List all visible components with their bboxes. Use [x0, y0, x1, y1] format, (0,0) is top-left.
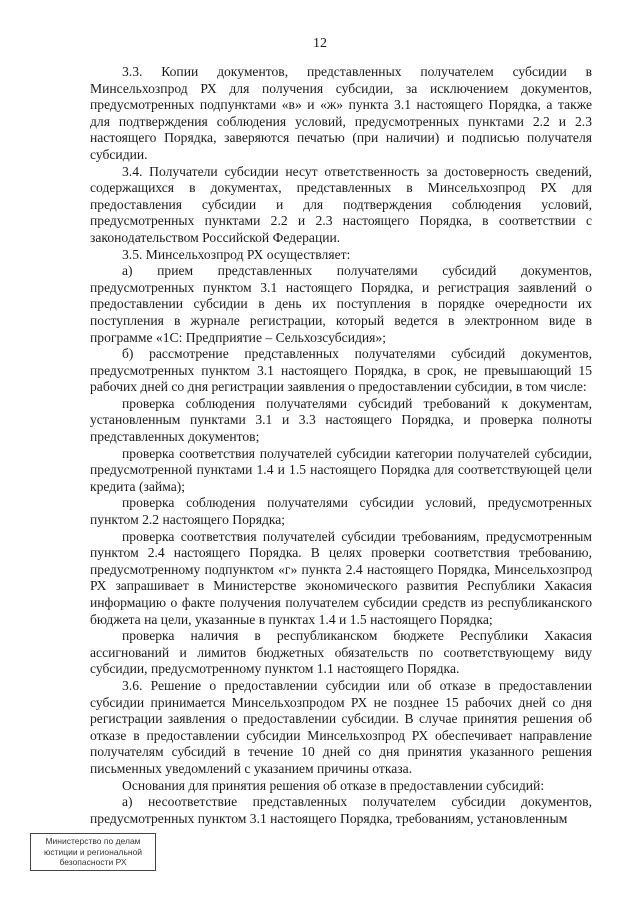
paragraph-3-3: 3.3. Копии документов, представленных получателем субсидии в Минсельхозпрод РХ для получения субсидии, за исключением документов, предусмотренных подпунктами «в» и «ж» пункта 3.1 настоящего Порядка, а также для подтверждения соблюдения условий, предусмотренных пунктами 2.2 и 2.3 настоящего Порядка, заверяются печатью (при наличии) и подписью получателя субсидии.	[90, 64, 592, 162]
paragraph-3-5-a: а) прием представленных получателями субсидий документов, предусмотренных пунктом 3.1 настоящего Порядка, и регистрация заявлений о предоставлении субсидии в день их поступления в порядке очередности их поступления в журнале регистрации, который ведется в электронном виде в программе «1С: Предприятие – Сельхозсубсидия»;	[90, 263, 592, 345]
paragraph-3-5-b: б) рассмотрение представленных получателями субсидий документов, предусмотренных пунктом 3.1 настоящего Порядка, в срок, не превышающий 15 рабочих дней со дня регистрации заявления о предоставлении субсидии, в том числе:	[90, 346, 592, 395]
document-body	[90, 64, 592, 827]
check-documents: проверка соблюдения получателями субсидий требований к документам, установленным пунктами 3.1 и 3.3 настоящего Порядка, и проверка полноты представленных документов;	[90, 395, 592, 445]
ministry-stamp	[30, 833, 156, 871]
page-number: 12	[313, 36, 327, 51]
stamp-line: безопасности РХ	[59, 857, 127, 867]
refusal-ground-a: а) несоответствие представленных получателем субсидии документов, предусмотренных пунктом 3.1 настоящего Порядка, требованиям, установленным	[90, 794, 592, 826]
check-category: проверка соответствия получателей субсидии категории получателей субсидии, предусмотренной пунктами 1.4 и 1.5 настоящего Порядка для соответствующей цели кредита (займа);	[90, 445, 592, 494]
stamp-line: юстиции и региональной	[43, 846, 143, 857]
check-budget: проверка наличия в республиканском бюджете Республики Хакасия ассигнований и лимитов бюджетных обязательств по соответствующему виду субсидии, предусмотренному пунктом 1.1 настоящего Порядка.	[90, 628, 592, 677]
paragraph-3-4: 3.4. Получатели субсидии несут ответственность за достоверность сведений, содержащихся в документах, представленных в Минсельхозпрод РХ для предоставления субсидии и для подтверждения соблюдения условий, предусмотренных пунктами 2.2 и 2.3 настоящего Порядка, в соответствии с законодательством Российской Федерации.	[90, 163, 592, 245]
stamp-line: Министерство по делам	[45, 836, 141, 846]
check-conditions: проверка соблюдения получателями субсидии условий, предусмотренных пунктом 2.2 настоящего Порядка;	[90, 495, 592, 528]
paragraph-3-6: 3.6. Решение о предоставлении субсидии или об отказе в предоставлении субсидии принимается Минсельхозпродом РХ не позднее 15 рабочих дней со дня регистрации заявления о предоставлении субсидии. В случае принятия решения об отказе в предоставлении субсидии Минсельхозпрод РХ обеспечивает направление получателям субсидий в течение 10 дней со дня принятия указанного решения письменных уведомлений с указанием причины отказа.	[90, 677, 592, 776]
refusal-grounds-heading: Основания для принятия решения об отказе в предоставлении субсидий:	[122, 777, 545, 793]
check-requirements: проверка соответствия получателей субсидии требованиям, предусмотренным пунктом 2.4 настоящего Порядка. В целях проверки соответствия требованию, предусмотренному подпунктом «г» пункта 2.4 настоящего Порядка, Минсельхозпрод РХ запрашивает в Министерстве экономического развития Республики Хакасия информацию о факте получения получателем субсидии средств из республиканского бюджета на цели, указанные в пунктах 1.4 и 1.5 настоящего Порядка;	[90, 528, 592, 627]
paragraph-3-5: 3.5. Минсельхозпрод РХ осуществляет:	[122, 246, 351, 262]
